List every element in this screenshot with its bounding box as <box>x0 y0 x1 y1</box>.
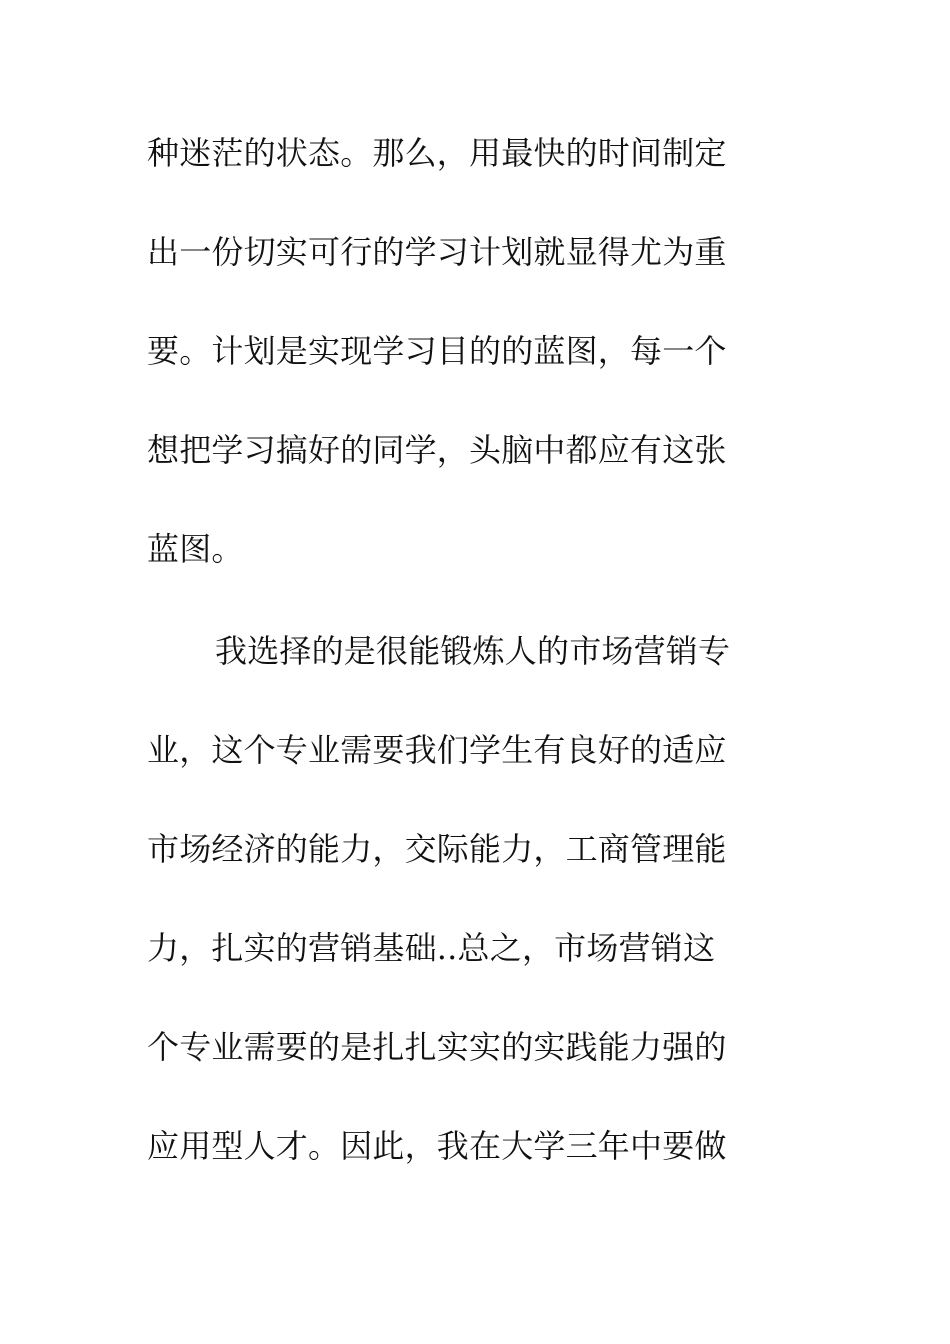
text-line-7: 业，这个专业需要我们学生有良好的适应 <box>147 731 727 769</box>
text-line-2: 出一份切实可行的学习计划就显得尤为重 <box>147 233 727 271</box>
text-line-11: 应用型人才。因此，我在大学三年中要做 <box>147 1127 727 1165</box>
text-line-9: 力，扎实的营销基础..总之，市场营销这 <box>147 929 716 967</box>
paragraph-start-line: 我选择的是很能锻炼人的市场营销专 <box>215 632 731 670</box>
text-line-3: 要。计划是实现学习目的的蓝图，每一个 <box>147 332 727 370</box>
text-line-10: 个专业需要的是扎扎实实的实践能力强的 <box>147 1028 727 1066</box>
text-line-4: 想把学习搞好的同学，头脑中都应有这张 <box>147 431 727 469</box>
text-line-1: 种迷茫的状态。那么，用最快的时间制定 <box>147 134 727 172</box>
text-line-8: 市场经济的能力，交际能力，工商管理能 <box>147 830 727 868</box>
text-line-5: 蓝图。 <box>147 530 244 568</box>
